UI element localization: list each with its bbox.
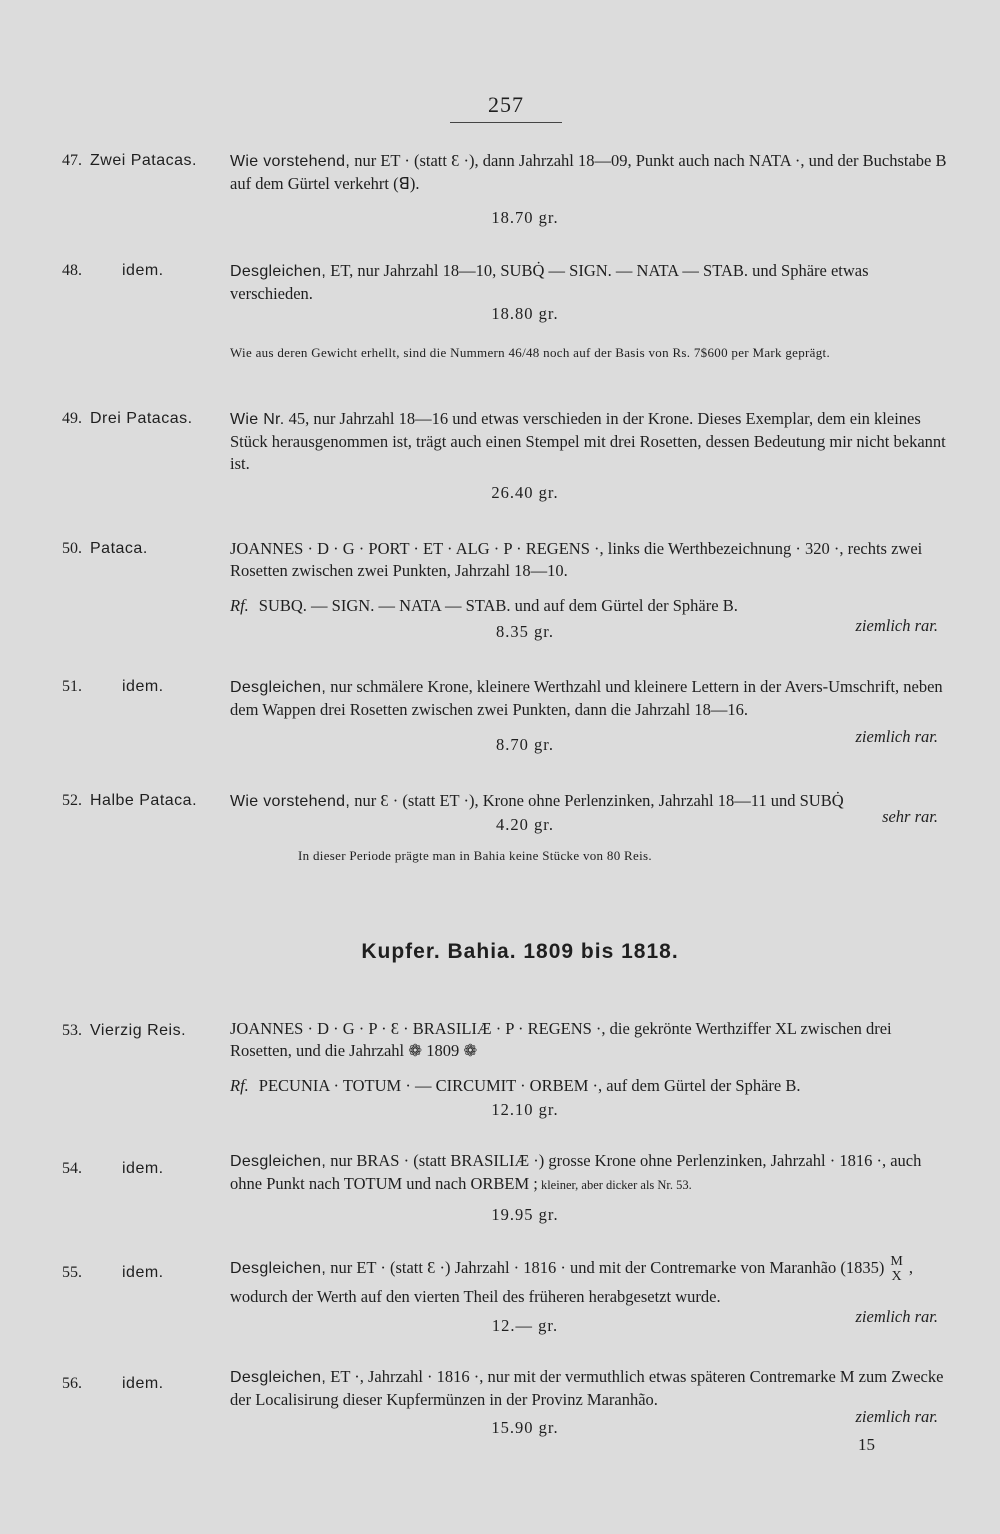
entry-number: 56. [62,1375,82,1392]
entry-weight: 18.80 gr. [491,304,559,323]
entry-number: 53. [62,1022,82,1039]
weight-note: Wie aus deren Gewicht erhellt, sind die Nummern 46/48 noch auf der Basis von Rs. 7$600 per Mark geprägt. [230,345,831,360]
entry-lead: Desgleichen, [230,1369,327,1386]
entry-description [230,150,950,195]
reverse-text: SUBQ. — SIGN. — NATA — STAB. und auf dem Gürtel der Sphäre B. [258,596,738,615]
signature-mark: 15 [858,1435,875,1454]
entry-rarity: sehr rar. [882,807,938,826]
entry-rarity: ziemlich rar. [855,616,938,635]
rf-label: Rf. [230,596,249,615]
header-rule [450,122,562,123]
entry-weight: 8.70 gr. [496,735,554,754]
entry-number: 49. [62,410,82,427]
entry-weight: 8.35 gr. [496,622,554,641]
entry-number: 55. [62,1264,82,1281]
entry-text: nur ET · (statt Ɛ ·), dann Jahrzahl 18—09, Punkt auch nach NATA ·, und der Buchstabe B auf dem Gürtel verkehrt (ꓭ). [230,151,947,193]
entry-description: JOANNES · D · G · P · Ɛ · BRASILIÆ · P · REGENS ·, die gekrönte Werthziffer XL zwischen drei Rosetten, und die Jahrzahl ❁ 1809 ❁ [230,1019,892,1060]
entry-weight: 19.95 gr. [491,1205,559,1224]
entry-name: idem. [122,1160,164,1177]
reverse-description [230,1076,950,1096]
entry-number: 48. [62,262,82,279]
entry-name: Pataca. [90,540,148,557]
entry-description [230,260,950,305]
entry-lead: Wie vorstehend, [230,153,351,170]
entry-description [230,676,950,721]
reverse-text: PECUNIA · TOTUM · — CIRCUMIT · ORBEM ·, auf dem Gürtel der Sphäre B. [258,1076,801,1095]
entry-number: 51. [62,678,82,695]
entry-weight: 12.10 gr. [491,1100,559,1119]
entry-rarity: ziemlich rar. [855,1307,938,1326]
entry-rarity: ziemlich rar. [855,1407,938,1426]
entry-name: idem. [122,678,164,695]
entry-weight: 18.70 gr. [491,208,559,227]
entry-name: idem. [122,262,164,279]
entry-description [230,1150,950,1196]
entry-lead: Desgleichen, [230,263,327,280]
entry-weight: 12.— gr. [491,1316,559,1335]
entry-number: 52. [62,792,82,809]
entry-text: nur schmälere Krone, kleinere Werthzahl und kleinere Lettern in der Avers-Umschrift, neben dem Wappen drei Rosetten zwischen zwei Punkten, dann die Jahrzahl 18—16. [230,677,943,719]
entry-name: Zwei Patacas. [90,152,197,169]
entry-name: Vierzig Reis. [90,1022,187,1039]
entry-lead: Desgleichen, [230,1259,327,1277]
page-number: 257 [488,92,524,117]
entry-description: JOANNES · D · G · PORT · ET · ALG · P · REGENS ·, links die Werthbezeichnung · 320 ·, rechts zwei Rosetten zwischen zwei Punkten, Jahrzahl 18—10. [230,539,923,580]
fraction-bottom: X [891,1269,902,1284]
entry-name: Halbe Pataca. [90,792,198,809]
reverse-description [230,596,950,616]
entry-text: nur BRAS · (statt BRASILIÆ ·) grosse Krone ohne Perlenzinken, Jahrzahl · 1816 ·, auch ohne Punkt nach TOTUM und nach ORBEM ; [230,1151,922,1193]
entry-name: Drei Patacas. [90,410,193,427]
entry-description [230,1254,950,1310]
entry-text: 45, nur Jahrzahl 18—16 und etwas verschieden in der Krone. Dieses Exemplar, dem ein kleines Stück herausgenommen ist, trägt auch einen Stempel mit drei Rosetten, dessen Bedeutung mir nicht bekannt ist. [230,409,946,473]
fraction-top: M [890,1254,903,1269]
entry-text: ET ·, Jahrzahl · 1816 ·, nur mit der vermuthlich etwas späteren Contremarke M zum Zwecke der Localisirung dieser Kupfermünzen in der Provinz Maranhão. [230,1367,944,1409]
entry-number: 54. [62,1160,82,1177]
entry-description [230,408,950,475]
entry-number: 47. [62,152,82,169]
entry-rarity: ziemlich rar. [855,727,938,746]
entry-lead: Wie Nr. [230,411,285,428]
period-note: In dieser Periode prägte man in Bahia keine Stücke von 80 Reis. [298,848,652,863]
entry-description [230,790,950,813]
countermark-fraction [890,1254,902,1284]
entry-lead: Wie vorstehend, [230,793,351,810]
entry-text: nur Ɛ · (statt ET ·), Krone ohne Perlenzinken, Jahrzahl 18—11 und SUBQ̇ [350,791,844,810]
entry-number: 50. [62,540,82,557]
entry-description [230,1366,950,1411]
entry-name: idem. [122,1375,164,1392]
entry-weight: 4.20 gr. [496,815,554,834]
entry-name: idem. [122,1264,164,1281]
entry-text: nur ET · (statt Ɛ ·) Jahrzahl · 1816 · und mit der Contremarke von Maranhão (1835) [326,1257,885,1277]
entry-weight: 26.40 gr. [491,483,559,502]
entry-lead: Desgleichen, [230,679,327,696]
entry-text-2: , wodurch der Werth auf den vierten Theil des früheren herabgesetzt wurde. [230,1257,913,1306]
rf-label: Rf. [230,1076,249,1095]
entry-small-note: kleiner, aber dicker als Nr. 53. [537,1178,692,1192]
entry-weight: 15.90 gr. [491,1418,559,1437]
entry-lead: Desgleichen, [230,1153,327,1170]
section-title: Kupfer. Bahia. 1809 bis 1818. [361,940,679,963]
entry-text: ET, nur Jahrzahl 18—10, SUBQ̇ — SIGN. — NATA — STAB. und Sphäre etwas verschieden. [230,261,869,303]
